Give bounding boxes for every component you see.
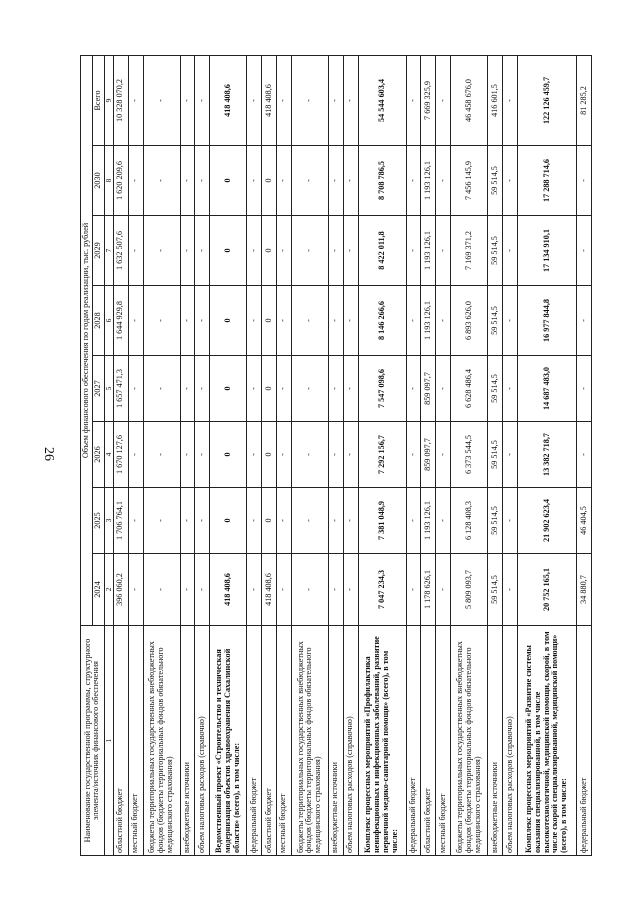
value-cell: 0 bbox=[210, 286, 247, 356]
row-label: федеральный бюджет bbox=[406, 626, 421, 856]
value-cell: 8 422 011,8 bbox=[358, 216, 406, 286]
value-cell: 1 193 126,1 bbox=[421, 286, 436, 356]
row-label: федеральный бюджет bbox=[577, 626, 592, 856]
table-row bbox=[406, 55, 421, 855]
table-row bbox=[247, 55, 262, 855]
value-cell: - bbox=[247, 216, 262, 286]
total-cell: - bbox=[503, 55, 518, 145]
value-cell: - bbox=[503, 286, 518, 356]
value-cell: 0 bbox=[262, 422, 277, 488]
value-cell: - bbox=[291, 422, 328, 488]
value-cell: - bbox=[328, 356, 343, 422]
value-cell: 0 bbox=[210, 216, 247, 286]
total-cell: 81 285,2 bbox=[577, 55, 592, 145]
value-cell: - bbox=[503, 216, 518, 286]
total-cell: 122 126 459,7 bbox=[517, 55, 576, 145]
row-label: федеральный бюджет bbox=[247, 626, 262, 856]
row-label: объем налоговых расходов (справочно) bbox=[503, 626, 518, 856]
row-label: внебюджетные источники bbox=[488, 626, 503, 856]
value-cell: - bbox=[247, 554, 262, 626]
value-cell: - bbox=[328, 216, 343, 286]
row-label: бюджеты территориальных государственных внебюджетных фондов (бюджеты территориальных фондов обязательного медицинского страхования) bbox=[143, 626, 180, 856]
year-header: 2030 bbox=[92, 146, 104, 216]
table-row bbox=[517, 55, 576, 855]
value-cell: 17 288 714,6 bbox=[517, 146, 576, 216]
year-header: 2026 bbox=[92, 422, 104, 488]
value-cell: - bbox=[128, 216, 143, 286]
value-cell: - bbox=[143, 286, 180, 356]
total-cell: - bbox=[276, 55, 291, 145]
value-cell: 6 893 626,0 bbox=[451, 286, 488, 356]
total-cell: 416 601,5 bbox=[488, 55, 503, 145]
value-cell: - bbox=[247, 286, 262, 356]
total-cell: 7 669 325,9 bbox=[421, 55, 436, 145]
value-cell: - bbox=[406, 146, 421, 216]
value-cell: 1 706 764,1 bbox=[113, 488, 128, 554]
table-row bbox=[210, 55, 247, 855]
value-cell: - bbox=[180, 356, 195, 422]
table-row bbox=[113, 55, 128, 855]
total-cell: - bbox=[180, 55, 195, 145]
value-cell: - bbox=[328, 488, 343, 554]
value-cell: 21 902 623,4 bbox=[517, 488, 576, 554]
name-column-header: Наименование государственной программы, структурного элемента/источник финансового обеспечения bbox=[81, 626, 105, 856]
value-cell: - bbox=[128, 488, 143, 554]
value-cell: 59 514,5 bbox=[488, 488, 503, 554]
table-row bbox=[503, 55, 518, 855]
value-cell: - bbox=[577, 356, 592, 422]
total-cell: - bbox=[128, 55, 143, 145]
value-cell: - bbox=[143, 422, 180, 488]
value-cell: - bbox=[143, 488, 180, 554]
value-cell: 59 514,5 bbox=[488, 422, 503, 488]
value-cell: - bbox=[328, 422, 343, 488]
value-cell: 1 620 209,6 bbox=[113, 146, 128, 216]
value-cell: - bbox=[577, 216, 592, 286]
table-row bbox=[262, 55, 277, 855]
value-cell: 59 514,5 bbox=[488, 286, 503, 356]
value-cell: - bbox=[343, 488, 358, 554]
table-row bbox=[358, 55, 406, 855]
column-number-row bbox=[104, 55, 113, 855]
value-cell: - bbox=[291, 554, 328, 626]
value-cell: - bbox=[276, 286, 291, 356]
value-cell: - bbox=[406, 488, 421, 554]
value-cell: - bbox=[436, 216, 451, 286]
value-cell: - bbox=[577, 286, 592, 356]
value-cell: 1 670 127,6 bbox=[113, 422, 128, 488]
value-cell: 34 880,7 bbox=[577, 554, 592, 626]
value-cell: - bbox=[436, 554, 451, 626]
total-cell: - bbox=[406, 55, 421, 145]
value-cell: - bbox=[128, 356, 143, 422]
table-row bbox=[328, 55, 343, 855]
value-cell: - bbox=[406, 554, 421, 626]
value-cell: 0 bbox=[210, 356, 247, 422]
row-label: Комплекс процессных мероприятий «Профилактика неинфекционных и инфекционных заболеваний, развитие первичной медико-санитарной помощи» (всего), в том числе: bbox=[358, 626, 406, 856]
value-cell: - bbox=[143, 146, 180, 216]
value-cell: - bbox=[503, 488, 518, 554]
row-label: бюджеты территориальных государственных внебюджетных фондов (бюджеты территориальных фондов обязательного медицинского страхования) bbox=[451, 626, 488, 856]
financing-table bbox=[80, 55, 592, 856]
value-cell: 59 514,5 bbox=[488, 216, 503, 286]
value-cell: - bbox=[247, 422, 262, 488]
row-label: областной бюджет bbox=[262, 626, 277, 856]
value-cell: - bbox=[180, 146, 195, 216]
value-cell: 396 060,2 bbox=[113, 554, 128, 626]
value-cell: - bbox=[180, 554, 195, 626]
table-row bbox=[451, 55, 488, 855]
value-cell: - bbox=[143, 356, 180, 422]
table-row bbox=[291, 55, 328, 855]
rotated-page bbox=[80, 56, 592, 856]
row-label: местный бюджет bbox=[436, 626, 451, 856]
row-label: внебюджетные источники bbox=[328, 626, 343, 856]
value-cell: 8 146 266,6 bbox=[358, 286, 406, 356]
table-row bbox=[421, 55, 436, 855]
value-cell: - bbox=[328, 146, 343, 216]
column-number: 9 bbox=[104, 55, 113, 145]
value-cell: - bbox=[247, 356, 262, 422]
year-header: 2028 bbox=[92, 286, 104, 356]
value-cell: - bbox=[128, 554, 143, 626]
value-cell: 1 178 626,1 bbox=[421, 554, 436, 626]
value-cell: 0 bbox=[210, 488, 247, 554]
value-cell: 1 193 126,1 bbox=[421, 216, 436, 286]
value-cell: - bbox=[436, 356, 451, 422]
value-cell: 0 bbox=[262, 488, 277, 554]
total-cell: 10 328 070,2 bbox=[113, 55, 128, 145]
column-number: 5 bbox=[104, 356, 113, 422]
row-label: Ведомственный проект «Строительство и техническая модернизация объектов здравоохранения Сахалинской области» (всего), в том числе: bbox=[210, 626, 247, 856]
page-number: 26 bbox=[41, 447, 56, 461]
year-header: 2027 bbox=[92, 356, 104, 422]
value-cell: - bbox=[276, 356, 291, 422]
total-cell: - bbox=[328, 55, 343, 145]
value-cell: 6 128 408,3 bbox=[451, 488, 488, 554]
row-label: бюджеты территориальных государственных внебюджетных фондов (бюджеты территориальных фондов обязательного медицинского страхования) bbox=[291, 626, 328, 856]
value-cell: - bbox=[195, 356, 210, 422]
value-cell: 6 628 486,4 bbox=[451, 356, 488, 422]
table-row bbox=[143, 55, 180, 855]
value-cell: - bbox=[406, 216, 421, 286]
value-cell: 0 bbox=[262, 356, 277, 422]
value-cell: 1 193 126,1 bbox=[421, 146, 436, 216]
value-cell: - bbox=[503, 356, 518, 422]
value-cell: 14 687 483,0 bbox=[517, 356, 576, 422]
value-cell: - bbox=[195, 146, 210, 216]
value-cell: 7 381 048,9 bbox=[358, 488, 406, 554]
value-cell: - bbox=[503, 146, 518, 216]
value-cell: - bbox=[128, 146, 143, 216]
value-cell: - bbox=[503, 422, 518, 488]
value-cell: - bbox=[128, 286, 143, 356]
value-cell: - bbox=[247, 146, 262, 216]
column-number: 7 bbox=[104, 216, 113, 286]
row-label: объем налоговых расходов (справочно) bbox=[195, 626, 210, 856]
value-cell: - bbox=[195, 216, 210, 286]
value-cell: 1 632 507,6 bbox=[113, 216, 128, 286]
value-cell: - bbox=[406, 356, 421, 422]
row-label: областной бюджет bbox=[421, 626, 436, 856]
value-cell: - bbox=[276, 146, 291, 216]
value-cell: 7 292 156,7 bbox=[358, 422, 406, 488]
value-cell: - bbox=[328, 554, 343, 626]
total-cell: - bbox=[343, 55, 358, 145]
value-cell: - bbox=[343, 146, 358, 216]
total-cell: - bbox=[143, 55, 180, 145]
value-cell: - bbox=[276, 422, 291, 488]
value-cell: - bbox=[195, 488, 210, 554]
table-row bbox=[276, 55, 291, 855]
value-cell: - bbox=[180, 488, 195, 554]
total-cell: - bbox=[247, 55, 262, 145]
row-label: местный бюджет bbox=[128, 626, 143, 856]
value-cell: - bbox=[180, 422, 195, 488]
value-cell: 17 134 910,1 bbox=[517, 216, 576, 286]
year-header: 2029 bbox=[92, 216, 104, 286]
value-cell: 6 373 544,5 bbox=[451, 422, 488, 488]
value-cell: - bbox=[143, 216, 180, 286]
row-label: Комплекс процессных мероприятий «Развитие системы оказания специализированной, в том числе высокотехнологичной, медицинской помощи, скорой, в том числе скорой специализированной, медицинской помощи» (всего), в том числе: bbox=[517, 626, 576, 856]
value-cell: 13 382 718,7 bbox=[517, 422, 576, 488]
value-cell: 1 657 471,3 bbox=[113, 356, 128, 422]
table-row bbox=[488, 55, 503, 855]
table-row bbox=[128, 55, 143, 855]
value-cell: 20 752 165,1 bbox=[517, 554, 576, 626]
value-cell: - bbox=[436, 488, 451, 554]
value-cell: 59 514,5 bbox=[488, 356, 503, 422]
value-cell: - bbox=[577, 146, 592, 216]
value-cell: - bbox=[291, 286, 328, 356]
total-cell: - bbox=[195, 55, 210, 145]
value-cell: 46 404,5 bbox=[577, 488, 592, 554]
table-row bbox=[195, 55, 210, 855]
value-cell: 7 169 371,2 bbox=[451, 216, 488, 286]
value-cell: 59 514,5 bbox=[488, 554, 503, 626]
value-cell: - bbox=[343, 216, 358, 286]
value-cell: - bbox=[436, 422, 451, 488]
column-number: 2 bbox=[104, 554, 113, 626]
column-number: 8 bbox=[104, 146, 113, 216]
value-cell: 859 097,7 bbox=[421, 422, 436, 488]
value-cell: 418 408,6 bbox=[262, 554, 277, 626]
value-cell: 0 bbox=[262, 286, 277, 356]
value-cell: - bbox=[276, 488, 291, 554]
total-cell: - bbox=[436, 55, 451, 145]
table-row bbox=[343, 55, 358, 855]
value-cell: - bbox=[328, 286, 343, 356]
row-label: областной бюджет bbox=[113, 626, 128, 856]
value-cell: - bbox=[343, 356, 358, 422]
span-title: Объем финансового обеспечения по годам реализации, тыс. рублей bbox=[81, 55, 93, 625]
value-cell: 0 bbox=[210, 422, 247, 488]
value-cell: - bbox=[276, 216, 291, 286]
value-cell: - bbox=[577, 422, 592, 488]
value-cell: 59 514,5 bbox=[488, 146, 503, 216]
table-row bbox=[577, 55, 592, 855]
value-cell: - bbox=[195, 554, 210, 626]
value-cell: 0 bbox=[262, 146, 277, 216]
value-cell: - bbox=[406, 422, 421, 488]
column-number: 3 bbox=[104, 488, 113, 554]
value-cell: - bbox=[343, 554, 358, 626]
value-cell: - bbox=[180, 216, 195, 286]
value-cell: - bbox=[291, 146, 328, 216]
value-cell: 7 456 145,9 bbox=[451, 146, 488, 216]
value-cell: - bbox=[276, 554, 291, 626]
value-cell: 418 408,6 bbox=[210, 554, 247, 626]
total-cell: 418 408,6 bbox=[262, 55, 277, 145]
value-cell: 8 708 786,5 bbox=[358, 146, 406, 216]
table-row bbox=[180, 55, 195, 855]
value-cell: - bbox=[436, 146, 451, 216]
total-cell: - bbox=[291, 55, 328, 145]
total-cell: 46 458 676,0 bbox=[451, 55, 488, 145]
value-cell: 7 047 234,3 bbox=[358, 554, 406, 626]
total-header: Всего bbox=[92, 55, 104, 145]
value-cell: 859 097,7 bbox=[421, 356, 436, 422]
year-header: 2025 bbox=[92, 488, 104, 554]
row-label: объем налоговых расходов (справочно) bbox=[343, 626, 358, 856]
value-cell: - bbox=[195, 286, 210, 356]
value-cell: 1 644 929,8 bbox=[113, 286, 128, 356]
value-cell: 0 bbox=[262, 216, 277, 286]
header-row-1 bbox=[81, 55, 93, 855]
value-cell: 0 bbox=[210, 146, 247, 216]
total-cell: 54 544 603,4 bbox=[358, 55, 406, 145]
value-cell: - bbox=[436, 286, 451, 356]
value-cell: - bbox=[180, 286, 195, 356]
value-cell: - bbox=[128, 422, 143, 488]
column-number: 1 bbox=[104, 626, 113, 856]
value-cell: 5 809 093,7 bbox=[451, 554, 488, 626]
table-row bbox=[436, 55, 451, 855]
value-cell: 7 547 098,6 bbox=[358, 356, 406, 422]
value-cell: - bbox=[291, 216, 328, 286]
value-cell: - bbox=[406, 286, 421, 356]
value-cell: - bbox=[343, 286, 358, 356]
column-number: 6 bbox=[104, 286, 113, 356]
value-cell: - bbox=[291, 356, 328, 422]
value-cell: - bbox=[195, 422, 210, 488]
value-cell: - bbox=[247, 488, 262, 554]
value-cell: - bbox=[503, 554, 518, 626]
column-number: 4 bbox=[104, 422, 113, 488]
row-label: местный бюджет bbox=[276, 626, 291, 856]
row-label: внебюджетные источники bbox=[180, 626, 195, 856]
total-cell: 418 408,6 bbox=[210, 55, 247, 145]
value-cell: - bbox=[343, 422, 358, 488]
year-header: 2024 bbox=[92, 554, 104, 626]
value-cell: - bbox=[291, 488, 328, 554]
value-cell: 16 977 844,8 bbox=[517, 286, 576, 356]
value-cell: - bbox=[143, 554, 180, 626]
value-cell: 1 193 126,1 bbox=[421, 488, 436, 554]
